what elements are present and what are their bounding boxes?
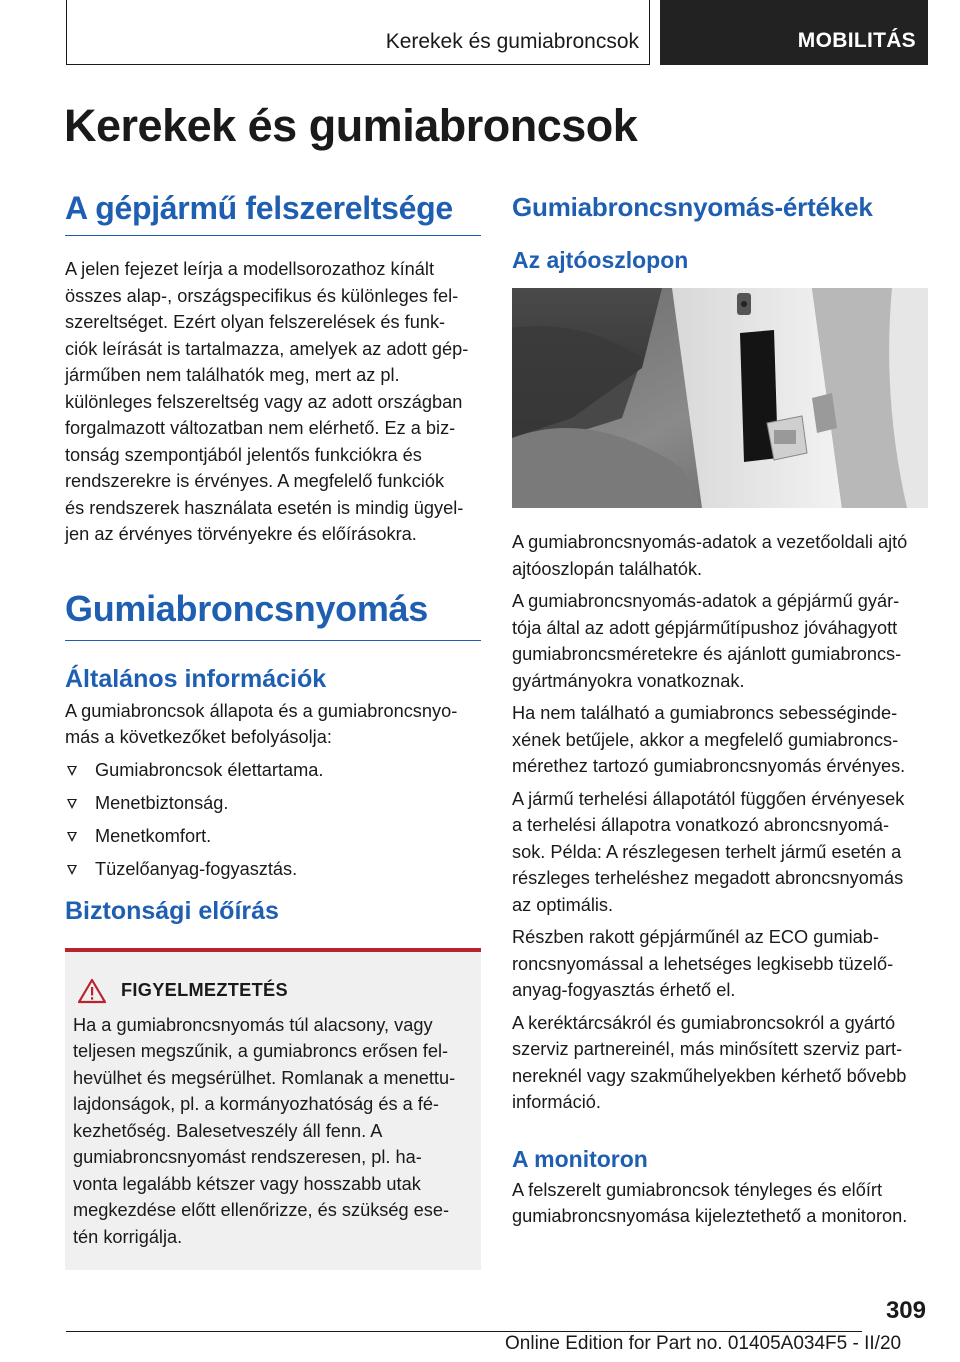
text-line: jen az érvényes törvényekre és előírásokra. xyxy=(65,524,417,544)
text-line: ajtóoszlopán találhatók. xyxy=(512,558,703,579)
header-category-box xyxy=(660,0,928,65)
door-pillar-heading: Az ajtóoszlopon xyxy=(512,247,689,273)
list-item xyxy=(65,790,481,817)
list-item xyxy=(65,856,481,883)
text-line: tója által az adott gépjárműtípushoz jóváhagyott xyxy=(512,617,898,638)
pressure-values-heading: Gumiabroncsnyomás-értékek xyxy=(512,192,873,222)
text-line: A jármű terhelési állapotától függően érvényesek xyxy=(512,788,905,809)
text-line: ciók leírását is tartalmazza, amelyek az adott gép- xyxy=(65,338,469,359)
text-line: gumiabroncsméretekre és ajánlott gumiabroncs- xyxy=(512,644,902,664)
approved-sizes-paragraph xyxy=(512,588,928,694)
door-pillar-paragraph xyxy=(512,529,928,582)
warning-box xyxy=(65,948,481,1271)
triangle-bullet-icon xyxy=(67,766,77,776)
text-line: a terhelési állapotra vonatkozó abroncsnyomá- xyxy=(512,815,890,835)
tire-pressure-heading: Gumiabroncsnyomás xyxy=(65,588,481,641)
warning-text xyxy=(73,1012,473,1251)
warning-header xyxy=(73,978,473,1004)
text-line: kezhetőség. Balesetveszély áll fenn. A xyxy=(73,1120,383,1141)
text-line: A keréktárcsákról és gumiabroncsokról a gyártó xyxy=(512,1012,896,1033)
text-line: gyártmányokra vonatkoznak. xyxy=(512,670,745,691)
general-info-heading: Általános információk xyxy=(65,664,327,693)
speed-index-paragraph xyxy=(512,700,928,780)
text-line: hevülhet és megsérülhet. Romlanak a menettu- xyxy=(73,1067,456,1088)
warning-title: FIGYELMEZTETÉS xyxy=(121,980,288,1001)
text-line: teljesen megszűnik, a gumiabroncs erősen fel- xyxy=(73,1041,449,1062)
general-info-paragraph xyxy=(65,698,481,751)
text-line: A jelen fejezet leírja a modellsorozathoz kínált xyxy=(65,259,435,279)
edition-text: Online Edition for Part no. 01405A034F5 - II/20 xyxy=(505,1333,902,1354)
text-line: járműben nem találhatók meg, mert az pl. xyxy=(65,365,400,385)
text-line: sok. Példa: A részlegesen terhelt jármű esetén a xyxy=(512,841,902,862)
text-line: A gumiabroncsok állapota és a gumiabroncsnyo- xyxy=(65,700,458,721)
text-line: részleges terheléshez megadott abroncsnyomás xyxy=(512,868,904,888)
safety-heading: Biztonsági előírás xyxy=(65,896,279,925)
text-line: és rendszerek használata esetén is mindig ügyel- xyxy=(65,497,464,518)
list-item-text: Gumiabroncsok élettartama. xyxy=(95,759,324,780)
text-line: roncsnyomással a lehetséges legkisebb tüzelő- xyxy=(512,953,894,974)
text-line: az optimális. xyxy=(512,894,614,915)
text-line: forgalmazott változatban nem elérhető. Ez a biz- xyxy=(65,418,456,438)
text-line: anyag-fogyasztás érhető el. xyxy=(512,980,736,1000)
text-line: szerviz partnereinél, más minősített szerviz part- xyxy=(512,1039,903,1059)
text-line: rendszerekre is érvényes. A megfelelő funkciók xyxy=(65,471,445,491)
text-line: Részben rakott gépjárműnél az ECO gumiab- xyxy=(512,927,879,947)
triangle-bullet-icon xyxy=(67,832,77,842)
text-line: Ha nem található a gumiabroncs sebességinde- xyxy=(512,703,898,723)
list-item xyxy=(65,823,481,850)
header-section-title: Kerekek és gumiabroncsok xyxy=(385,30,639,53)
text-line: Ha a gumiabroncsnyomás túl alacsony, vagy xyxy=(73,1014,433,1035)
text-line: más a következőket befolyásolja: xyxy=(65,727,332,747)
text-line: nereknél vagy szakműhelyekben kérhető bővebb xyxy=(512,1065,907,1086)
footer-divider xyxy=(66,1331,862,1332)
left-column xyxy=(65,190,481,1270)
triangle-bullet-icon xyxy=(67,799,77,809)
text-line: xének betűjele, akkor a megfelelő gumiabroncs- xyxy=(512,729,899,750)
header-category: MOBILITÁS xyxy=(797,29,916,52)
triangle-bullet-icon xyxy=(67,865,77,875)
text-line: összes alap-, országspecifikus és különleges fel- xyxy=(65,285,459,306)
eco-pressure-paragraph xyxy=(512,924,928,1004)
service-info-paragraph xyxy=(512,1010,928,1116)
text-line: megkezdése előtt ellenőrizze, és szükség ese- xyxy=(73,1200,450,1221)
influence-list xyxy=(65,757,481,883)
text-line: szereltséget. Ezért olyan felszerelések és funk- xyxy=(65,312,446,332)
text-line: tonság szempontjából jelentős funkciókra és xyxy=(65,444,422,465)
monitor-paragraph xyxy=(512,1177,928,1230)
monitor-heading: A monitoron xyxy=(512,1145,648,1172)
text-line: A gumiabroncsnyomás-adatok a vezetőoldali ajtó xyxy=(512,532,908,552)
list-item-text: Menetbiztonság. xyxy=(95,792,229,813)
text-line: lajdonságok, pl. a kormányozhatóság és a fé- xyxy=(73,1094,439,1115)
text-line: A gumiabroncsnyomás-adatok a gépjármű gyár- xyxy=(512,591,900,611)
load-state-paragraph xyxy=(512,786,928,919)
page-title: Kerekek és gumiabroncsok xyxy=(64,100,638,151)
edition-line xyxy=(505,1333,901,1355)
list-item xyxy=(65,757,481,784)
list-item-text: Tüzelőanyag-fogyasztás. xyxy=(95,859,298,880)
text-line: információ. xyxy=(512,1092,601,1112)
text-line: mérethez tartozó gumiabroncsnyomás érvényes. xyxy=(512,756,906,776)
text-line: különleges felszereltség vagy az adott országban xyxy=(65,391,463,412)
door-pillar-photo xyxy=(512,288,928,508)
text-line: gumiabroncsnyomása kijeleztethető a monitoron. xyxy=(512,1206,908,1226)
text-line: tén korrigálja. xyxy=(73,1226,183,1247)
page-header xyxy=(66,0,928,65)
page-number: 309 xyxy=(885,1297,926,1324)
text-line: vonta legalább kétszer vagy hosszabb utak xyxy=(73,1173,421,1194)
right-column xyxy=(512,192,928,1230)
warning-triangle-icon xyxy=(77,978,107,1004)
equipment-heading: A gépjármű felszereltsége xyxy=(65,190,481,236)
text-line: gumiabroncsnyomást rendszeresen, pl. ha- xyxy=(73,1147,422,1168)
header-section-box xyxy=(66,0,650,65)
text-line: A felszerelt gumiabroncsok tényleges és előírt xyxy=(512,1179,883,1200)
equipment-paragraph xyxy=(65,256,481,548)
list-item-text: Menetkomfort. xyxy=(95,825,212,846)
